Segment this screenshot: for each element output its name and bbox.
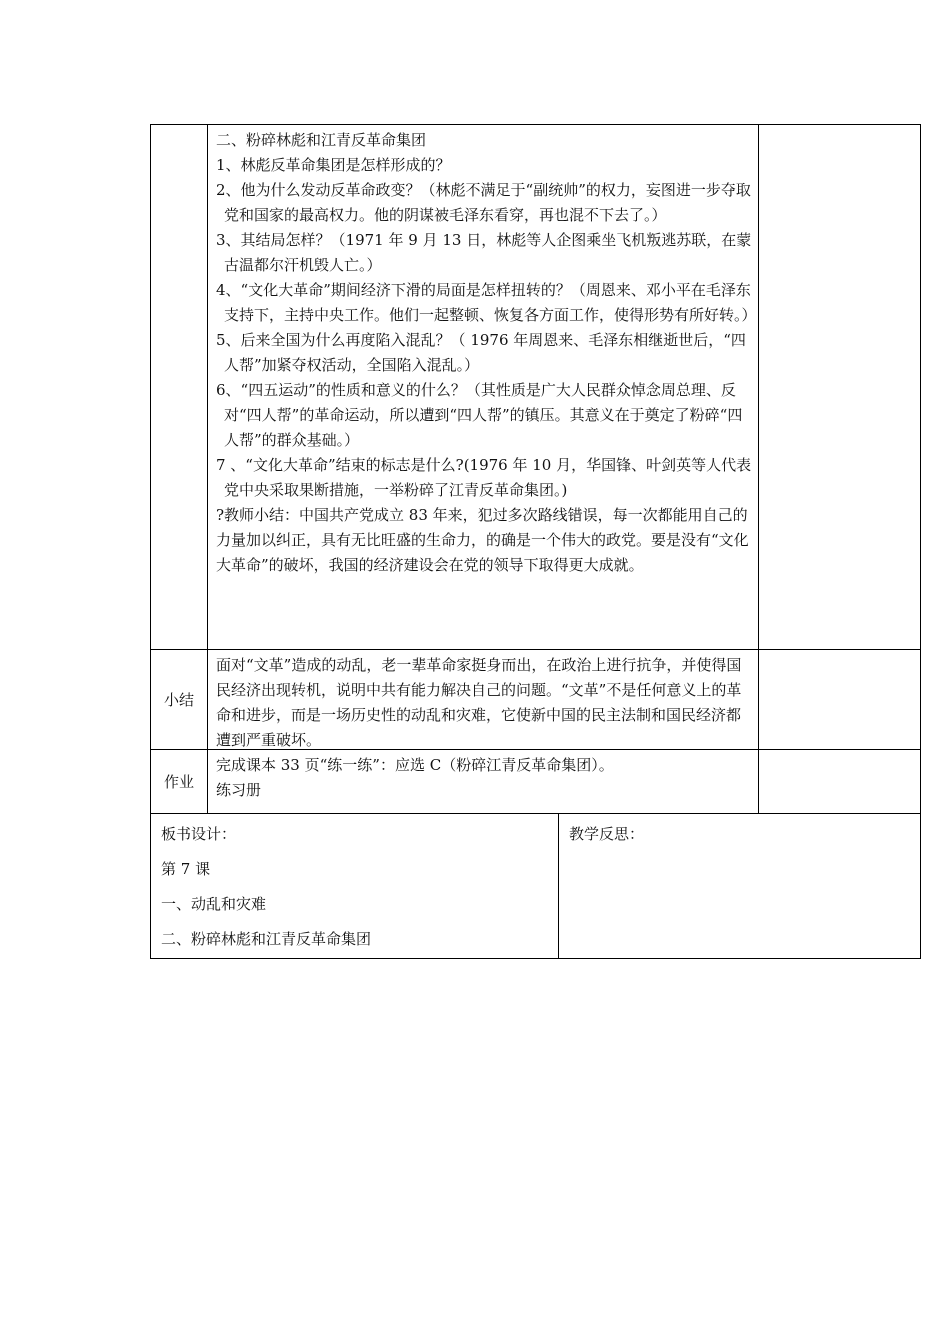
homework-content — [208, 750, 759, 813]
summary-label: 小结 — [151, 650, 208, 749]
question-7: 7 、“文化大革命”结束的标志是什么?(1976 年 10 月，华国锋、叶剑英等人代表党中央采取果断措施，一举粉碎了江青反革命集团。) — [216, 456, 752, 499]
question-5: 5、后来全国为什么再度陷入混乱？（ 1976 年周恩来、毛泽东相继逝世后，“四人帮”加紧夺权活动，全国陷入混乱。） — [216, 331, 746, 374]
board-point-1: 一、动乱和灾难 — [161, 895, 267, 913]
summary-row — [150, 649, 921, 749]
reflection-cell — [559, 814, 920, 958]
question-3: 3、其结局怎样？（1971 年 9 月 13 日，林彪等人企图乘坐飞机叛逃苏联，在蒙古温都尔汗机毁人亡。） — [216, 231, 752, 274]
board-design-cell — [151, 814, 559, 958]
summary-text: 面对“文革”造成的动乱，老一辈革命家挺身而出，在政治上进行抗争，并使得国民经济出现转机，说明中共有能力解决自己的问题。“文革”不是任何意义上的革命和进步，而是一场历史性的动乱和灾难，它使新中国的民主法制和国民经济都遭到严重破坏。 — [208, 650, 759, 749]
homework-row — [150, 749, 921, 813]
board-point-2: 二、粉碎林彪和江青反革命集团 — [161, 930, 372, 948]
section2-content — [208, 125, 759, 649]
question-4: 4、“文化大革命”期间经济下滑的局面是怎样扭转的？（周恩来、邓小平在毛泽东支持下，主持中央工作。他们一起整顿、恢复各方面工作，使得形势有所好转。） — [216, 281, 757, 324]
question-1: 1、林彪反革命集团是怎样形成的？ — [216, 156, 451, 174]
summary-notes-cell — [759, 650, 920, 749]
homework-line-1: 完成课本 33 页“练一练”：应选 C（粉碎江青反革命集团）。 — [216, 756, 614, 774]
lesson-plan-table — [150, 124, 921, 959]
board-lesson: 第 7 课 — [161, 860, 211, 878]
homework-line-2: 练习册 — [216, 781, 262, 799]
content-row-label-cell — [151, 125, 208, 649]
question-6: 6、“四五运动”的性质和意义的什么？（其性质是广大人民群众悼念周总理、反对“四人帮”的革命运动，所以遭到“四人帮”的镇压。其意义在于奠定了粉碎“四人帮”的群众基础。） — [216, 381, 743, 449]
content-row-notes-cell — [759, 125, 920, 649]
homework-label: 作业 — [151, 750, 208, 813]
board-reflection-row — [150, 813, 921, 959]
teacher-summary: ?教师小结：中国共产党成立 83 年来，犯过多次路线错误，每一次都能用自己的力量加以纠正，具有无比旺盛的生命力，的确是一个伟大的政党。要是没有“文化大革命”的破坏，我国的经济建设会在党的领导下取得更大成就。 — [216, 506, 749, 574]
board-design-title: 板书设计： — [161, 825, 237, 843]
reflection-title: 教学反思： — [569, 825, 645, 843]
content-row — [150, 124, 921, 649]
question-2: 2、他为什么发动反革命政变？（林彪不满足于“副统帅”的权力，妄图进一步夺取党和国家的最高权力。他的阴谋被毛泽东看穿，再也混不下去了。） — [216, 181, 751, 224]
homework-notes-cell — [759, 750, 920, 813]
section-heading: 二、粉碎林彪和江青反革命集团 — [216, 131, 427, 149]
